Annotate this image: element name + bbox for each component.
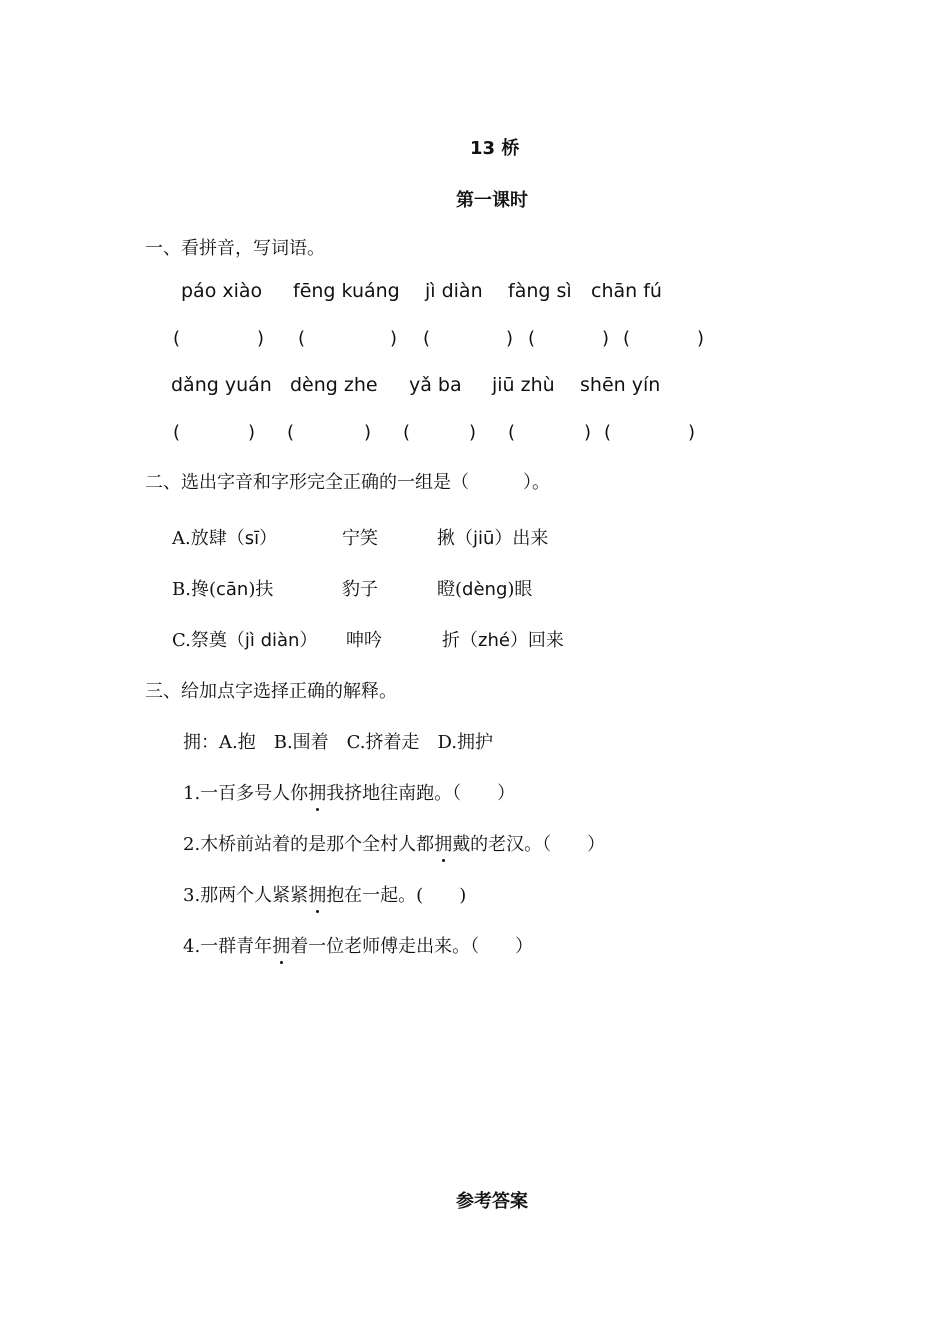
pinyin-1: páo xiào [181,280,263,302]
question-4: 4.一群青年拥着一位老师傅走出来。（ ） [183,932,533,958]
dotted-char: 拥 [308,779,326,805]
option-a-word1: A.放肆（sī） [172,528,278,549]
blank-paren: ) [248,422,256,443]
question-3: 3.那两个人紧紧拥抱在一起。( ) [183,881,466,907]
blank-paren: ( [173,328,181,349]
blank-paren: ) [506,328,514,349]
pinyin-7: dèng zhe [290,374,378,396]
option-c-word1: C.祭奠（jì diàn） [172,630,318,651]
blank-paren: ( [173,422,181,443]
pinyin-10: shēn yín [580,374,661,396]
section2-heading: 二、选出字音和字形完全正确的一组是（ ）。 [145,472,550,493]
definitions-line: 拥：A.抱 B.围着 C.挤着走 D.拥护 [183,732,494,753]
blank-paren: ( [287,422,295,443]
option-c-word2: 呻吟 [346,630,382,651]
option-a-word2: 宁笑 [342,528,378,549]
section1-heading: 一、看拼音，写词语。 [145,238,325,259]
blank-paren: ) [584,422,592,443]
blank-paren: ( [623,328,631,349]
pinyin-2: fēng kuáng [293,280,400,302]
lesson-title: 13 桥 [470,138,520,159]
blank-paren: ( [604,422,612,443]
blank-paren: ) [688,422,696,443]
blank-paren: ( [403,422,411,443]
blank-paren: ) [390,328,398,349]
pinyin-5: chān fú [591,280,662,302]
pinyin-9: jiū zhù [492,374,555,396]
option-b-word1: B.搀(cān)扶 [172,579,274,600]
option-c-word3: 折（zhé）回来 [442,630,564,651]
blank-paren: ) [602,328,610,349]
blank-paren: ) [469,422,477,443]
blank-paren: ) [257,328,265,349]
pinyin-3: jì diàn [425,280,483,302]
dotted-char: 拥 [272,932,290,958]
option-a-word3: 揪（jiū）出来 [437,528,549,549]
option-b-word3: 瞪(dèng)眼 [437,579,533,600]
answers-title: 参考答案 [456,1191,528,1212]
pinyin-6: dǎng yuán [171,374,272,396]
blank-paren: ) [364,422,372,443]
blank-paren: ( [528,328,536,349]
question-2: 2.木桥前站着的是那个全村人都拥戴的老汉。（ ） [183,830,605,856]
blank-paren: ( [423,328,431,349]
dotted-char: 拥 [308,881,326,907]
pinyin-4: fàng sì [508,280,572,302]
blank-paren: ( [298,328,306,349]
period-title: 第一课时 [456,190,528,211]
dotted-char: 拥 [434,830,452,856]
option-b-word2: 豹子 [342,579,378,600]
section3-heading: 三、给加点字选择正确的解释。 [145,681,397,702]
blank-paren: ) [697,328,705,349]
question-1: 1.一百多号人你拥我挤地往南跑。（ ） [183,779,515,805]
blank-paren: ( [508,422,516,443]
pinyin-8: yǎ ba [409,374,462,396]
